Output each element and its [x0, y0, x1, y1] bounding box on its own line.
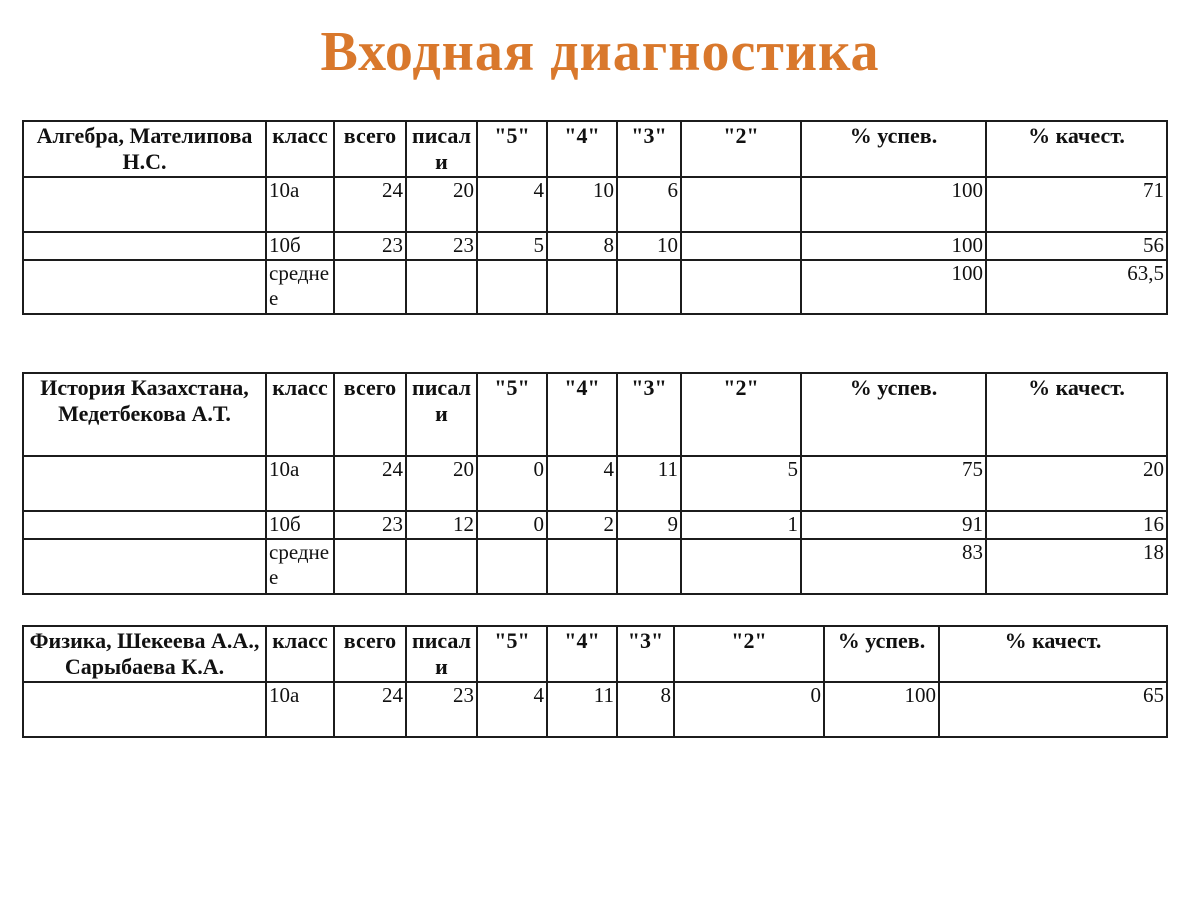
col-header-grade3: "3"	[617, 373, 681, 456]
col-header-uspev: % успев.	[801, 373, 986, 456]
col-header-kachest: % качест.	[939, 626, 1167, 682]
col-header-vsego: всего	[334, 626, 406, 682]
col-header-grade5: "5"	[477, 373, 547, 456]
empty-cell	[23, 177, 266, 232]
subject-teacher-header: Алгебра, Мателипова Н.С.	[23, 121, 266, 177]
value-cell: 71	[986, 177, 1167, 232]
col-header-grade2: "2"	[674, 626, 824, 682]
subject-teacher-header: Физика, Шекеева А.А., Сарыбаева К.А.	[23, 626, 266, 682]
empty-cell	[23, 456, 266, 511]
col-header-grade5: "5"	[477, 626, 547, 682]
value-cell: 10	[547, 177, 617, 232]
value-cell: 5	[681, 456, 801, 511]
col-header-grade2: "2"	[681, 121, 801, 177]
value-cell: 63,5	[986, 260, 1167, 314]
col-header-kachest: % качест.	[986, 121, 1167, 177]
value-cell: 56	[986, 232, 1167, 260]
col-header-uspev: % успев.	[801, 121, 986, 177]
value-cell: 1	[681, 511, 801, 539]
empty-cell	[23, 511, 266, 539]
col-header-grade2: "2"	[681, 373, 801, 456]
col-header-pisali: писали	[406, 626, 477, 682]
col-header-grade4: "4"	[547, 626, 617, 682]
value-cell	[406, 539, 477, 594]
value-cell	[547, 539, 617, 594]
empty-cell	[23, 682, 266, 737]
col-header-pisali: писали	[406, 373, 477, 456]
value-cell: 2	[547, 511, 617, 539]
value-cell	[334, 539, 406, 594]
value-cell	[681, 232, 801, 260]
value-cell: 23	[406, 232, 477, 260]
row-label-cell: 10б	[266, 511, 334, 539]
value-cell	[617, 539, 681, 594]
diagnostics-table-physics	[22, 625, 1168, 738]
col-header-grade3: "3"	[617, 626, 674, 682]
value-cell	[547, 260, 617, 314]
col-header-grade3: "3"	[617, 121, 681, 177]
col-header-pisali: писали	[406, 121, 477, 177]
row-label-cell: 10а	[266, 456, 334, 511]
col-header-grade4: "4"	[547, 373, 617, 456]
value-cell: 75	[801, 456, 986, 511]
col-header-grade5: "5"	[477, 121, 547, 177]
value-cell: 83	[801, 539, 986, 594]
value-cell: 4	[477, 682, 547, 737]
col-header-klass: класс	[266, 121, 334, 177]
subject-teacher-header: История Казахстана, Медетбекова А.Т.	[23, 373, 266, 456]
col-header-kachest: % качест.	[986, 373, 1167, 456]
value-cell	[477, 539, 547, 594]
table-row	[23, 539, 1167, 594]
value-cell: 24	[334, 682, 406, 737]
table-row	[23, 682, 1167, 737]
value-cell: 5	[477, 232, 547, 260]
empty-cell	[23, 232, 266, 260]
value-cell: 4	[547, 456, 617, 511]
empty-cell	[23, 539, 266, 594]
value-cell: 11	[547, 682, 617, 737]
value-cell: 12	[406, 511, 477, 539]
value-cell	[334, 260, 406, 314]
value-cell: 20	[406, 177, 477, 232]
value-cell: 23	[334, 232, 406, 260]
diagnostics-table-algebra	[22, 120, 1168, 315]
value-cell: 24	[334, 177, 406, 232]
table-row	[23, 177, 1167, 232]
value-cell	[681, 260, 801, 314]
value-cell: 4	[477, 177, 547, 232]
value-cell: 0	[477, 456, 547, 511]
value-cell: 8	[547, 232, 617, 260]
value-cell	[681, 177, 801, 232]
table-row	[23, 511, 1167, 539]
header-row	[23, 373, 1167, 456]
col-header-vsego: всего	[334, 373, 406, 456]
diagnostics-table-history	[22, 372, 1168, 595]
value-cell: 0	[674, 682, 824, 737]
value-cell: 23	[406, 682, 477, 737]
value-cell: 23	[334, 511, 406, 539]
col-header-vsego: всего	[334, 121, 406, 177]
value-cell: 24	[334, 456, 406, 511]
header-row	[23, 626, 1167, 682]
row-label-cell: 10а	[266, 682, 334, 737]
value-cell: 20	[986, 456, 1167, 511]
col-header-grade4: "4"	[547, 121, 617, 177]
col-header-klass: класс	[266, 373, 334, 456]
header-row	[23, 121, 1167, 177]
value-cell	[406, 260, 477, 314]
value-cell: 65	[939, 682, 1167, 737]
value-cell: 100	[824, 682, 939, 737]
value-cell: 18	[986, 539, 1167, 594]
value-cell: 100	[801, 260, 986, 314]
value-cell	[477, 260, 547, 314]
empty-cell	[23, 260, 266, 314]
value-cell: 8	[617, 682, 674, 737]
value-cell: 100	[801, 177, 986, 232]
value-cell: 91	[801, 511, 986, 539]
table-row	[23, 232, 1167, 260]
row-label-cell: среднее	[266, 539, 334, 594]
value-cell: 100	[801, 232, 986, 260]
table-row	[23, 260, 1167, 314]
col-header-klass: класс	[266, 626, 334, 682]
value-cell: 10	[617, 232, 681, 260]
value-cell: 0	[477, 511, 547, 539]
page-title: Входная диагностика	[320, 21, 880, 83]
row-label-cell: 10а	[266, 177, 334, 232]
value-cell	[617, 260, 681, 314]
col-header-uspev: % успев.	[824, 626, 939, 682]
row-label-cell: среднее	[266, 260, 334, 314]
value-cell: 20	[406, 456, 477, 511]
value-cell: 16	[986, 511, 1167, 539]
table-row	[23, 456, 1167, 511]
value-cell	[681, 539, 801, 594]
value-cell: 9	[617, 511, 681, 539]
value-cell: 6	[617, 177, 681, 232]
value-cell: 11	[617, 456, 681, 511]
row-label-cell: 10б	[266, 232, 334, 260]
